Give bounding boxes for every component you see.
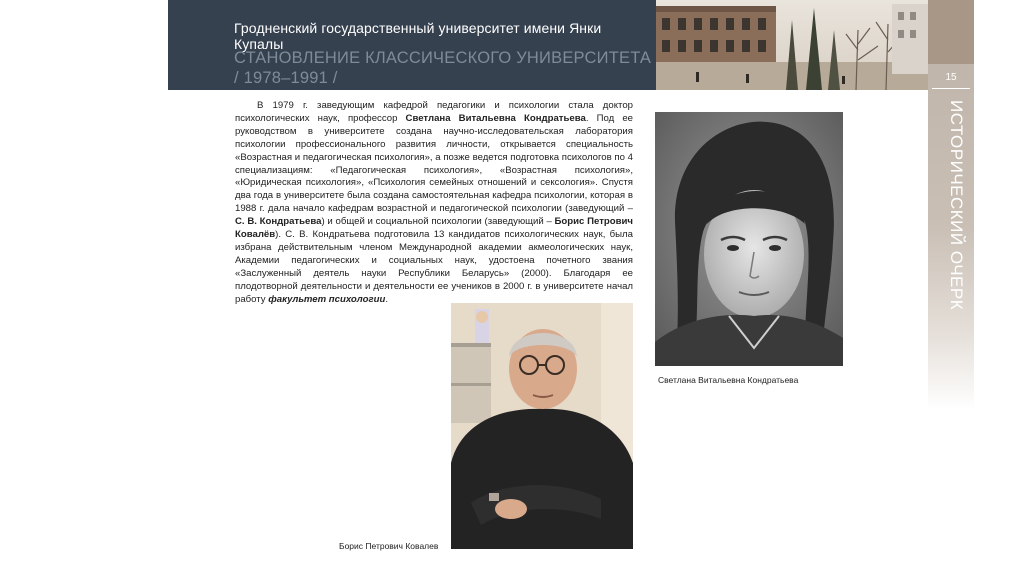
section-title-line1: СТАНОВЛЕНИЕ КЛАССИЧЕСКОГО УНИВЕРСИТЕТА bbox=[234, 49, 652, 67]
campus-building-photo bbox=[656, 0, 928, 90]
caption-kondratyeva: Светлана Витальевна Кондратьева bbox=[658, 375, 799, 385]
section-title-line2: / 1978–1991 / bbox=[234, 69, 338, 87]
portrait-kondratyeva bbox=[655, 112, 843, 366]
body-text-part5: . bbox=[385, 293, 388, 305]
right-rail-top bbox=[928, 0, 974, 64]
body-text-part1: В 1979 г. заведующим кафедрой педагогики и психологии стала доктор психологических наук, профессор bbox=[235, 100, 633, 124]
rail-divider bbox=[932, 88, 970, 89]
body-text-part2: . Под ее руководством в университете создана научно-исследовательская лаборатория психологии профессионального развития личности, открывается специальность «Возрастная и педагогическая психология», а позже ведется подготовка психологов по 4 специализациям: «Педагогическая психология», «Возрастная психология», «Юридическая психология», «Психология семейных отношений и сексология». Спустя два года в университете была создана самостоятельная кафедра психологии, которая в 1988 г. дала начало кафедрам возрастной и педагогической психологии (заведующий – bbox=[235, 112, 633, 215]
caption-kovalev: Борис Петрович Ковалев bbox=[339, 541, 439, 551]
name-kondratyeva: Светлана Витальевна Кондратьева bbox=[405, 112, 586, 124]
section-title bbox=[234, 48, 654, 88]
page-number: 15 bbox=[945, 72, 957, 83]
body-paragraph bbox=[235, 100, 633, 307]
body-text-part3: ) и общей и социальной психологии (заведующий – bbox=[321, 216, 555, 228]
vertical-section-title: ИСТОРИЧЕСКИЙ ОЧЕРК bbox=[947, 100, 966, 311]
portrait-kovalev bbox=[451, 303, 633, 549]
name-kovalev: Борис Петрович Ковалёв bbox=[235, 216, 633, 241]
body-text bbox=[235, 100, 633, 307]
body-text-part4: ). С. В. Кондратьева подготовила 13 кандидатов психологических наук, была избрана действительным членом Международной академии акмеологических наук, Академии педагогических и социальных наук, удостоена почетного звания «Заслуженный деятель науки Республики Беларусь» (2000). Благодаря ее плодотворной деятельности и деятельности ее учеников в 2000 г. в университете начал работу bbox=[235, 229, 633, 305]
university-name: Гродненский государственный университет имени Янки Купалы bbox=[234, 20, 602, 52]
name-kondratyeva-short: С. В. Кондратьева bbox=[235, 216, 322, 228]
faculty-name: факультет психологии bbox=[268, 293, 386, 305]
